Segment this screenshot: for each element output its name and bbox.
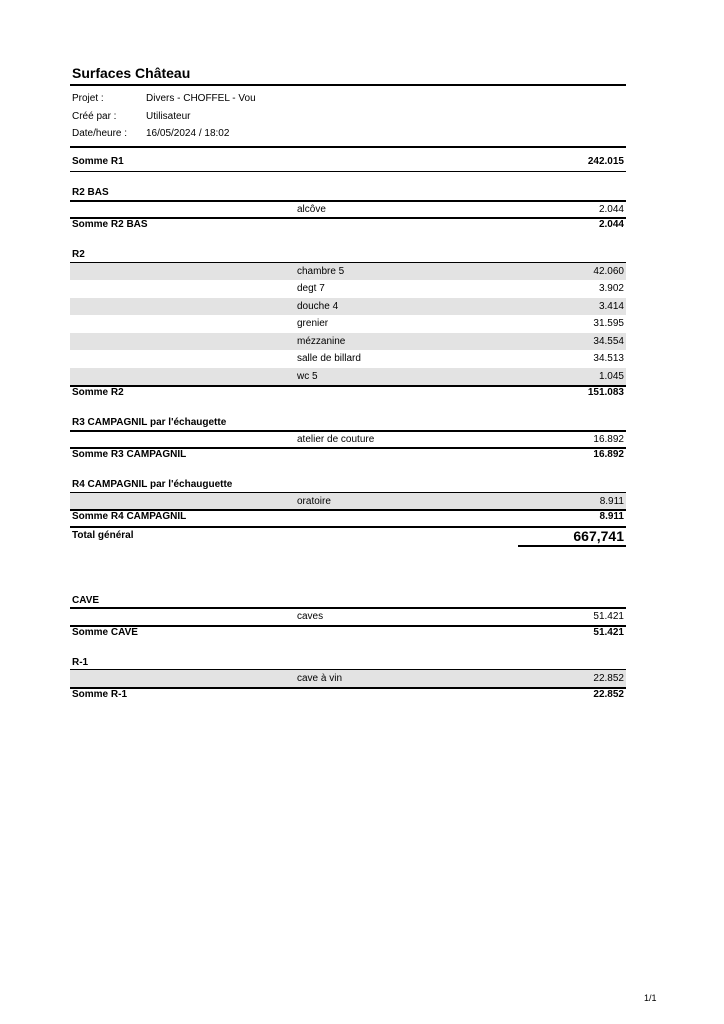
sum-label: Somme R2 [72,387,124,398]
item-value: 22.852 [593,673,624,684]
section-header-r3: R3 CAMPAGNIL par l'échaugette [72,417,227,428]
meta-value: 16/05/2024 / 18:02 [146,128,230,139]
item-name: oratoire [297,496,331,507]
sum-value: 22.852 [593,689,624,700]
list-item [70,608,626,625]
item-name: wc 5 [297,371,318,382]
list-item [70,201,626,218]
list-item [70,493,626,510]
sum-label: Somme R1 [72,156,124,167]
sum-label: Somme CAVE [72,627,138,638]
sum-value: 16.892 [593,449,624,460]
grand-total-value: 667,741 [573,528,624,544]
sum-value: 242.015 [587,156,624,167]
sum-value: 8.911 [599,511,624,522]
section-rule [70,526,626,528]
item-name: caves [297,611,324,622]
meta-rule [70,146,626,148]
list-item [70,670,626,687]
item-value: 16.892 [593,434,624,445]
sum-label: Somme R4 CAMPAGNIL [72,511,187,522]
list-item [70,298,626,315]
item-value: 51.421 [593,611,624,622]
title-rule [70,84,626,86]
list-item [70,263,626,280]
item-value: 34.513 [593,353,624,364]
meta-label: Date/heure : [72,128,128,139]
sum-value: 151.083 [587,387,624,398]
item-name: chambre 5 [297,266,345,277]
sum-label: Somme R-1 [72,689,128,700]
list-item [70,315,626,332]
item-value: 34.554 [593,336,624,347]
item-name: douche 4 [297,301,339,312]
sum-cave [70,627,626,641]
section-header-r-1: R-1 [72,657,89,668]
item-name: degt 7 [297,283,325,294]
sum-r2 [70,387,626,401]
item-value: 1.045 [598,371,624,382]
meta-value: Utilisateur [146,111,191,122]
section-header-r2-bas: R2 BAS [72,187,109,198]
section-header-cave: CAVE [72,595,100,606]
sum-r2-bas [70,219,626,233]
item-value: 31.595 [593,318,624,329]
item-name: mézzanine [297,336,346,347]
section-rule [70,171,626,172]
grand-total-rule [518,545,626,547]
sum-r4 [70,511,626,525]
item-value: 3.902 [598,283,624,294]
page-number: 1/1 [644,993,657,1003]
item-value: 42.060 [593,266,624,277]
sum-r-1 [70,689,626,703]
sum-value: 51.421 [593,627,624,638]
sum-value: 2.044 [598,219,624,230]
list-item [70,333,626,350]
item-name: grenier [297,318,329,329]
meta-label: Projet : [72,93,104,104]
meta-label: Créé par : [72,111,117,122]
sum-r1 [70,156,626,170]
item-name: alcôve [297,204,326,215]
sum-label: Somme R2 BAS [72,219,148,230]
item-value: 3.414 [598,301,624,312]
page-title: Surfaces Château [72,65,191,81]
sum-r3 [70,449,626,463]
grand-total-label: Total général [72,530,134,541]
item-value: 8.911 [599,496,624,507]
item-name: salle de billard [297,353,361,364]
list-item [70,368,626,385]
sum-label: Somme R3 CAMPAGNIL [72,449,187,460]
list-item [70,350,626,367]
meta-value: Divers - CHOFFEL - Vou [146,93,256,104]
item-name: atelier de couture [297,434,375,445]
list-item [70,280,626,297]
item-name: cave à vin [297,673,343,684]
item-value: 2.044 [598,204,624,215]
section-header-r2: R2 [72,249,85,260]
list-item [70,431,626,448]
section-header-r4: R4 CAMPAGNIL par l'échauguette [72,479,233,490]
